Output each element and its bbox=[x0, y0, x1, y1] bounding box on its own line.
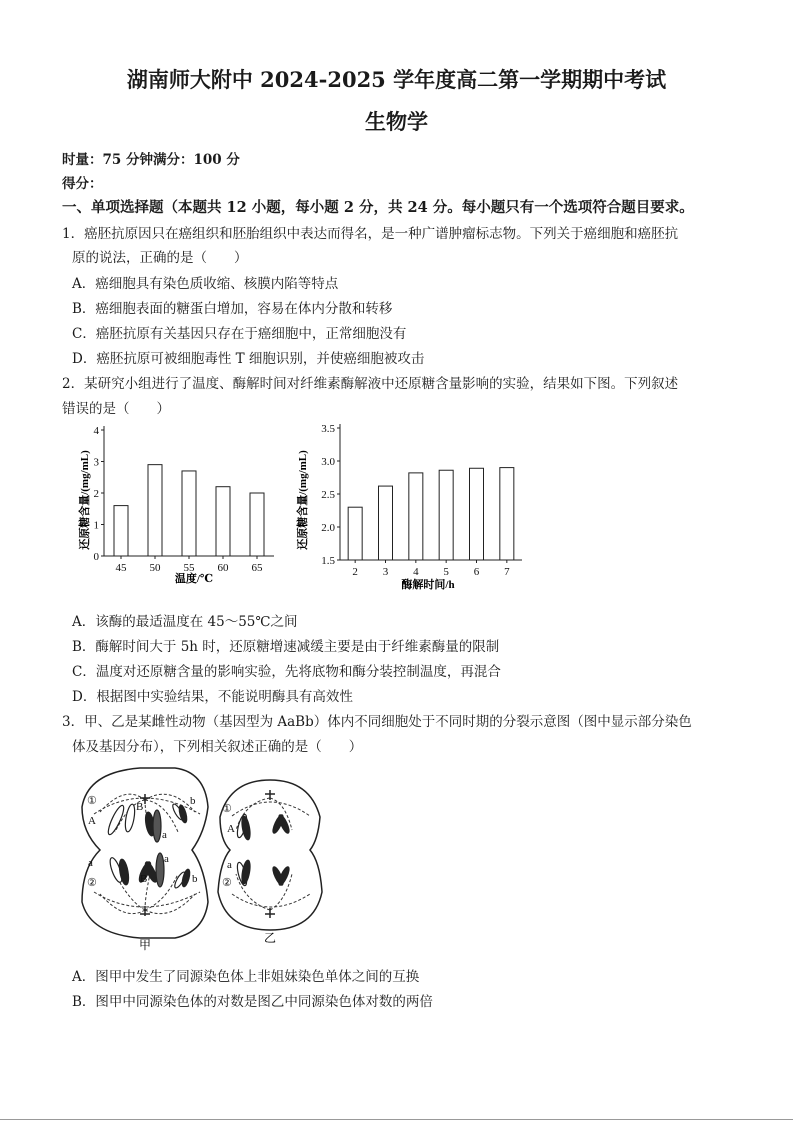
temperature-bar-chart bbox=[74, 420, 284, 590]
chart2-bar bbox=[500, 468, 514, 560]
time-info: 时量：75 分钟满分：100 分 bbox=[62, 152, 240, 168]
q2-option-c: C．温度对还原糖含量的影响实验，先将底物和酶分装控制温度，再混合 bbox=[72, 664, 501, 680]
jia-gene-B-top: B bbox=[136, 801, 144, 813]
jia-gene-b-bottom: b bbox=[192, 873, 198, 885]
chart2-bar bbox=[348, 507, 362, 560]
chart2-xtick-label: 7 bbox=[504, 566, 510, 578]
chart2-ylabel: 还原糖含量/(mg/mL) bbox=[297, 450, 309, 550]
q1-option-a: A．癌细胞具有染色质收缩、核膜内陷等特点 bbox=[72, 276, 339, 292]
q3-option-a: A．图甲中发生了同源染色体上非姐妹染色单体之间的互换 bbox=[72, 969, 420, 985]
jia-gene-a-bottom: a bbox=[88, 857, 93, 869]
chart2-xtick-label: 2 bbox=[352, 566, 358, 578]
q1-stem-line2: 原的说法，正确的是（ ） bbox=[72, 250, 248, 266]
chart1-bar bbox=[148, 465, 162, 556]
chart2-bar bbox=[409, 473, 423, 560]
chart2-ytick-label: 2.5 bbox=[321, 489, 335, 501]
chart1-ylabel: 还原糖含量/(mg/mL) bbox=[79, 450, 91, 550]
yi-gene-A: A bbox=[227, 823, 235, 835]
chart2-ytick-label: 2.0 bbox=[321, 522, 335, 534]
chart2-xtick-label: 4 bbox=[413, 566, 419, 578]
jia-gene-a-top: a bbox=[162, 829, 167, 841]
chart1-ytick-label: 1 bbox=[93, 519, 99, 532]
chart1-xtick-label: 65 bbox=[251, 562, 263, 574]
jia-marker-2: ② bbox=[87, 877, 97, 889]
jia-marker-1: ① bbox=[87, 795, 97, 807]
chart1-bar bbox=[250, 493, 264, 556]
q3-stem-line2: 体及基因分布），下列相关叙述正确的是（ ） bbox=[72, 739, 363, 755]
chart1-bar bbox=[114, 506, 128, 556]
chart1-bar bbox=[182, 471, 196, 556]
score-label: 得分： bbox=[62, 176, 103, 192]
jia-gene-a-bottom2: a bbox=[164, 853, 169, 865]
chart2-xtick-label: 3 bbox=[382, 566, 389, 578]
section-heading: 一、单项选择题（本题共 12 小题，每小题 2 分，共 24 分。每小题只有一个选项符合题目要求。 bbox=[62, 199, 694, 216]
chart1-xtick-label: 55 bbox=[183, 562, 195, 574]
time-bar-chart bbox=[292, 420, 532, 590]
chart2-ytick-label: 3.0 bbox=[321, 456, 335, 468]
q1-option-d: D．癌胚抗原可被细胞毒性 T 细胞识别，并使癌细胞被攻击 bbox=[72, 351, 425, 367]
q3-option-b: B．图甲中同源染色体的对数是图乙中同源染色体对数的两倍 bbox=[72, 994, 433, 1010]
chart2-xlabel: 酶解时间/h bbox=[401, 579, 455, 590]
chart2-ytick-label: 1.5 bbox=[321, 555, 335, 567]
chart1-bar bbox=[216, 487, 230, 556]
yi-marker-1: ① bbox=[222, 803, 232, 815]
q2-option-b: B．酶解时间大于 5h 时，还原糖增速减缓主要是由于纤维素酶量的限制 bbox=[72, 639, 500, 655]
chart1-xtick-label: 60 bbox=[217, 562, 229, 574]
q1-option-b: B．癌细胞表面的糖蛋白增加，容易在体内分散和转移 bbox=[72, 301, 393, 317]
chart1-xtick-label: 50 bbox=[149, 562, 161, 574]
q1-option-c: C．癌胚抗原有关基因只存在于癌细胞中，正常细胞没有 bbox=[72, 326, 407, 342]
chart1-xtick-label: 45 bbox=[115, 562, 127, 574]
chart1-ytick-label: 4 bbox=[93, 425, 99, 437]
yi-gene-a: a bbox=[227, 859, 232, 871]
q2-option-d: D．根据图中实验结果，不能说明酶具有高效性 bbox=[72, 689, 353, 705]
chart2-ytick-label: 3.5 bbox=[321, 423, 335, 435]
yi-chromosomes bbox=[236, 814, 291, 887]
page-bottom-rule bbox=[0, 1119, 793, 1120]
chart2-bar bbox=[470, 468, 484, 560]
jia-gene-B-bottom: B bbox=[140, 873, 148, 885]
q1-stem-line1: 1．癌胚抗原因只在癌组织和胚胎组织中表达而得名，是一种广谱肿瘤标志物。下列关于癌细胞和癌胚抗 bbox=[62, 226, 679, 242]
cell-yi-label: 乙 bbox=[264, 931, 277, 945]
chart2-xtick-label: 5 bbox=[443, 566, 449, 578]
jia-gene-A: A bbox=[88, 815, 96, 827]
q2-option-a: A．该酶的最适温度在 45～55℃之间 bbox=[72, 614, 298, 630]
chart1-ytick-label: 2 bbox=[93, 488, 99, 500]
yi-centrioles bbox=[265, 790, 275, 918]
yi-marker-2: ② bbox=[222, 877, 232, 889]
q2-stem-line2: 错误的是（ ） bbox=[62, 401, 170, 417]
chart1-xlabel: 温度/℃ bbox=[174, 573, 214, 585]
cell-division-figure bbox=[70, 762, 340, 952]
chart1-ytick-label: 3 bbox=[93, 456, 99, 469]
q2-stem-line1: 2．某研究小组进行了温度、酶解时间对纤维素酶解液中还原糖含量影响的实验，结果如下图。下列叙述 bbox=[62, 376, 679, 392]
cell-jia-label: 甲 bbox=[139, 938, 152, 952]
subject-title: 生物学 bbox=[365, 109, 428, 134]
exam-title: 湖南师大附中 2024-2025 学年度高二第一学期期中考试 bbox=[126, 67, 667, 92]
jia-chromosomes-top bbox=[106, 803, 189, 842]
chart2-bar bbox=[439, 470, 453, 560]
q3-stem-line1: 3．甲、乙是某雌性动物（基因型为 AaBb）体内不同细胞处于不同时期的分裂示意图（图中显示部分染色 bbox=[62, 714, 692, 730]
chart2-xtick-label: 6 bbox=[473, 566, 480, 578]
jia-gene-b-top: b bbox=[190, 795, 196, 807]
chart1-ytick-label: 0 bbox=[93, 551, 99, 563]
chart2-bar bbox=[379, 486, 393, 560]
